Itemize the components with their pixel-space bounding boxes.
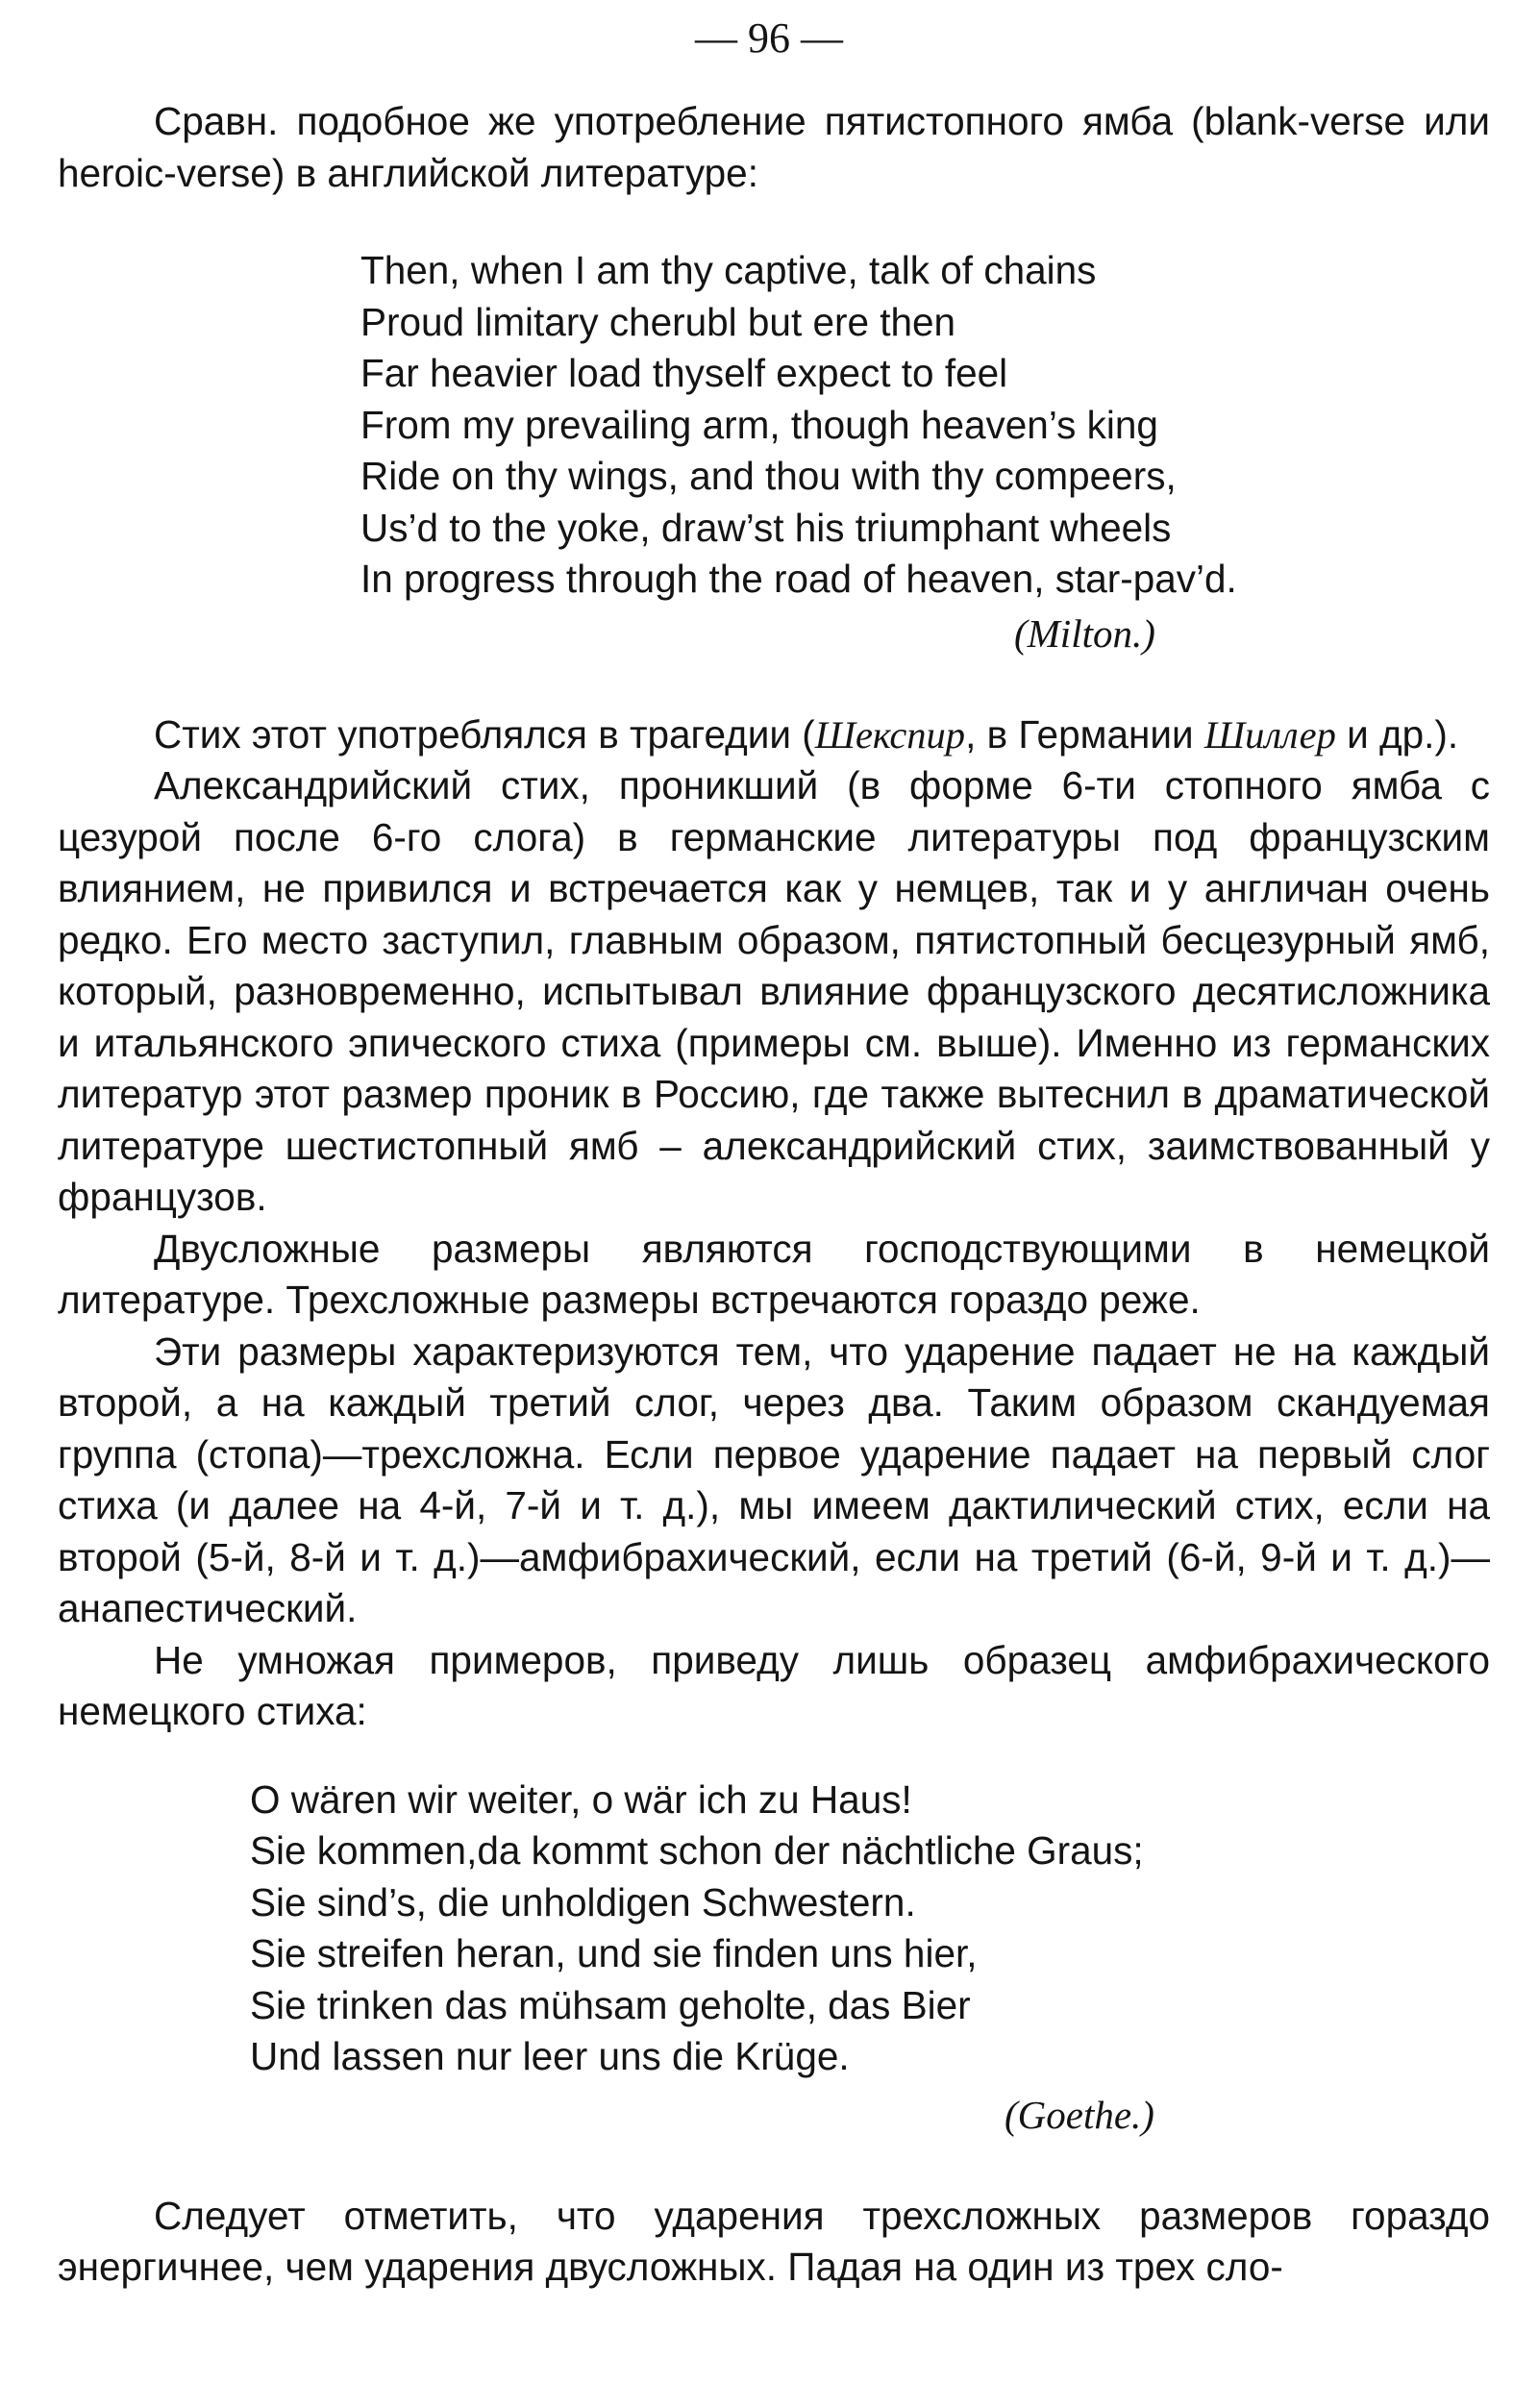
poem-milton <box>360 245 1490 606</box>
paragraph-example-intro: Не умножая примеров, приведу лишь образец амфибрахического немецкого стиха: <box>58 1637 1490 1733</box>
poem-line: Ride on thy wings, and thou with thy compeers, <box>360 454 1177 498</box>
author-name-italic: Шекспир <box>814 712 966 757</box>
paragraph-blank-verse: Сравн. подобное же употребление пятистопного ямба (blank-verse или heroic-verse) в английской литературе: <box>58 99 1490 195</box>
poem-attribution-milton: (Milton.) <box>1014 610 1155 656</box>
paragraph-stress: Следует отметить, что ударения трехсложных размеров гораздо энергичнее, чем ударения двусложных. Падая на один из трех сло- <box>58 2193 1490 2289</box>
poem-line: Proud limitary cherubl but ere then <box>360 299 956 344</box>
paragraph-text: , в Германии <box>965 711 1204 757</box>
poem-line: Sie kommen,da kommt schon der nächtliche Graus; <box>250 1828 1144 1873</box>
poem-line: From my prevailing arm, though heaven’s king <box>360 402 1158 447</box>
paragraph-disyllabic: Двусложные размеры являются господствующими в немецкой литературе. Трехсложные размеры встречаются гораздо реже. <box>58 1226 1490 1322</box>
paragraph-tragedy <box>58 709 1490 761</box>
paragraph-text: Стих этот употреблялся в трагедии ( <box>154 711 815 757</box>
paragraph-alexandrine: Александрийский стих, проникший (в форме 6-ти стопного ямба с цезурой после 6-го слога) в германские литературы под французским влиянием, не привился и встречается как у немцев, так и у англичан очень редко. Его место заступил, главным образом, пятистопный бесцезурный ямб, который, разновременно, испытывал влияние французского десятисложника и итальянского эпического стиха (примеры см. выше). Именно из германских литератур этот размер проник в Россию, где также вытеснил в драматической литературе шестистопный ямб – александрийский стих, заимствованный у французов. <box>58 763 1490 1219</box>
page-body <box>58 96 1490 2294</box>
page-number: — 96 — <box>695 14 843 62</box>
poem-line: Us’d to the yoke, draw’st his triumphant wheels <box>360 505 1172 550</box>
poem-line: O wären wir weiter, o wär ich zu Haus! <box>250 1776 912 1822</box>
paragraph-text: и др.). <box>1335 711 1459 757</box>
poem-line: Sie trinken das mühsam geholte, das Bier <box>250 1982 971 2027</box>
poem-line: Sie sind’s, die unholdigen Schwestern. <box>250 1879 916 1924</box>
poem-goethe <box>250 1775 1490 2083</box>
poem-line: In progress through the road of heaven, star-pav’d. <box>360 557 1237 601</box>
poem-line: Then, when I am thy captive, talk of chains <box>360 248 1097 292</box>
poem-line: Far heavier load thyself expect to feel <box>360 351 1008 395</box>
poem-attribution-goethe: (Goethe.) <box>1005 2092 1154 2137</box>
author-name-italic: Шиллер <box>1203 712 1336 757</box>
poem-line: Sie streifen heran, und sie finden uns hier, <box>250 1931 978 1975</box>
poem-line: Und lassen nur leer uns die Krüge. <box>250 2034 850 2078</box>
paragraph-trisyllabic: Эти размеры характеризуются тем, что ударение падает не на каждый второй, а на каждый третий слог, через два. Таким образом скандуемая группа (стопа)—трехсложна. Если первое ударение падает на первый слог стиха (и далее на 4-й, 7-й и т. д.), мы имеем дактилический стих, если на второй (5-й, 8-й и т. д.)—амфибрахический, если на третий (6-й, 9-й и т. д.)—анапестический. <box>58 1328 1490 1630</box>
